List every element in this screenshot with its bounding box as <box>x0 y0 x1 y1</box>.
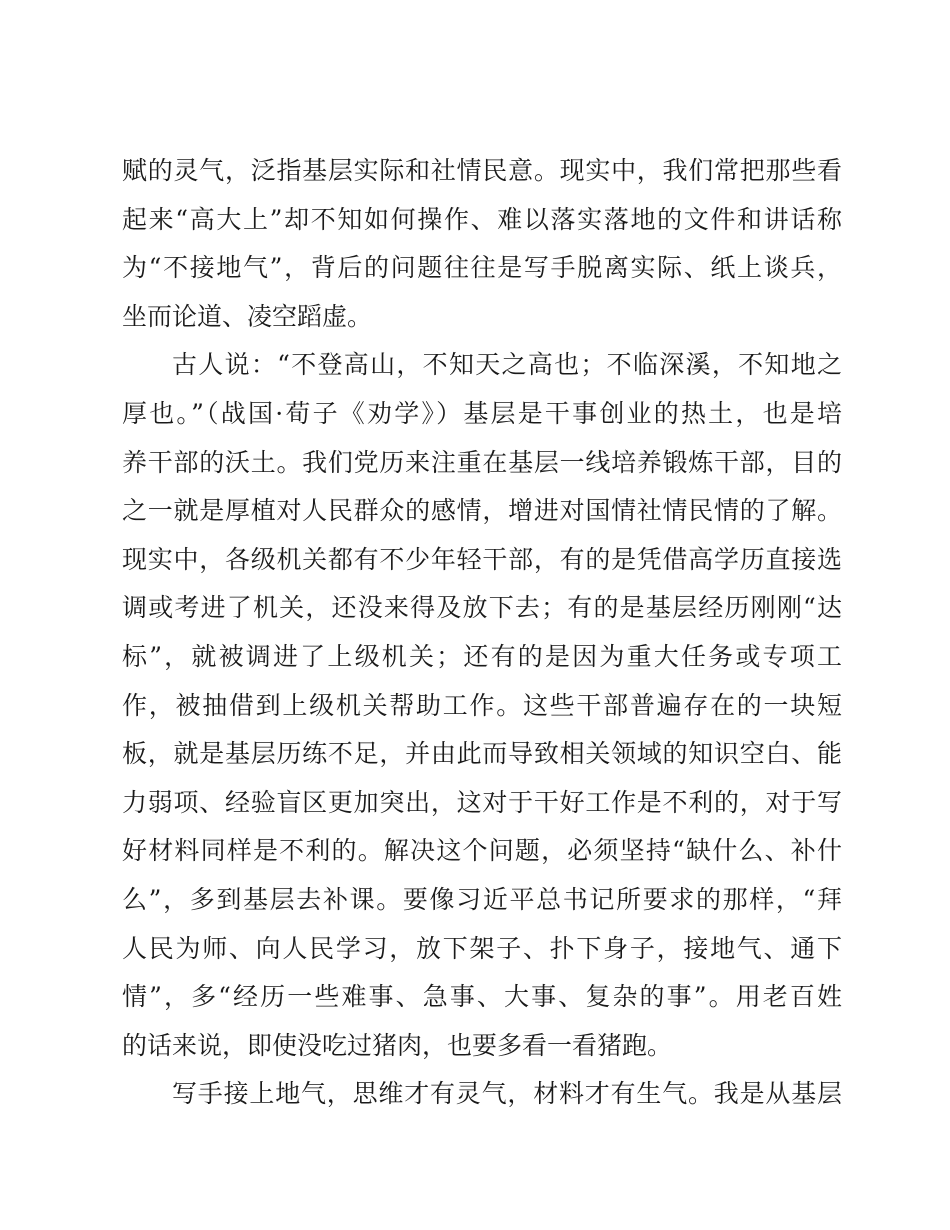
text-line: 调或考进了机关，还没来得及放下去；有的是基层经历刚刚“达 <box>122 593 842 623</box>
text-line: 标”，就被调进了上级机关；还有的是因为重大任务或专项工 <box>122 641 842 671</box>
text-line: 厚也。”（战国·荀子《劝学》）基层是干事创业的热土，也是培 <box>122 398 842 428</box>
text-line: 作，被抽借到上级机关帮助工作。这些干部普遍存在的一块短 <box>122 690 842 720</box>
text-line: 好材料同样是不利的。解决这个问题，必须坚持“缺什么、补什 <box>122 836 842 866</box>
text-line: 力弱项、经验盲区更加突出，这对于干好工作是不利的，对于写 <box>122 787 842 817</box>
text-line: 养干部的沃土。我们党历来注重在基层一线培养锻炼干部，目的 <box>122 447 842 477</box>
text-line: 为“不接地气”，背后的问题往往是写手脱离实际、纸上谈兵， <box>122 253 842 283</box>
text-line: 之一就是厚植对人民群众的感情，增进对国情社情民情的了解。 <box>122 496 842 526</box>
text-line: 现实中，各级机关都有不少年轻干部，有的是凭借高学历直接选 <box>122 544 842 574</box>
text-line: 写手接上地气，思维才有灵气，材料才有生气。我是从基层 <box>172 1079 842 1109</box>
text-line: 起来“高大上”却不知如何操作、难以落实落地的文件和讲话称 <box>122 204 842 234</box>
text-line: 人民为师、向人民学习，放下架子、扑下身子，接地气、通下 <box>122 933 842 963</box>
text-line: 坐而论道、凌空蹈虚。 <box>122 301 373 331</box>
body-text <box>122 147 842 1119</box>
text-line: 板，就是基层历练不足，并由此而导致相关领域的知识空白、能 <box>122 739 842 769</box>
text-line: 情”，多“经历一些难事、急事、大事、复杂的事”。用老百姓 <box>122 982 842 1012</box>
text-line: 赋的灵气，泛指基层实际和社情民意。现实中，我们常把那些看 <box>122 156 842 185</box>
text-line: 么”，多到基层去补课。要像习近平总书记所要求的那样，“拜 <box>122 884 842 914</box>
text-line: 古人说：“不登高山，不知天之高也；不临深溪，不知地之 <box>172 350 842 380</box>
text-line: 的话来说，即使没吃过猪肉，也要多看一看猪跑。 <box>122 1030 673 1060</box>
